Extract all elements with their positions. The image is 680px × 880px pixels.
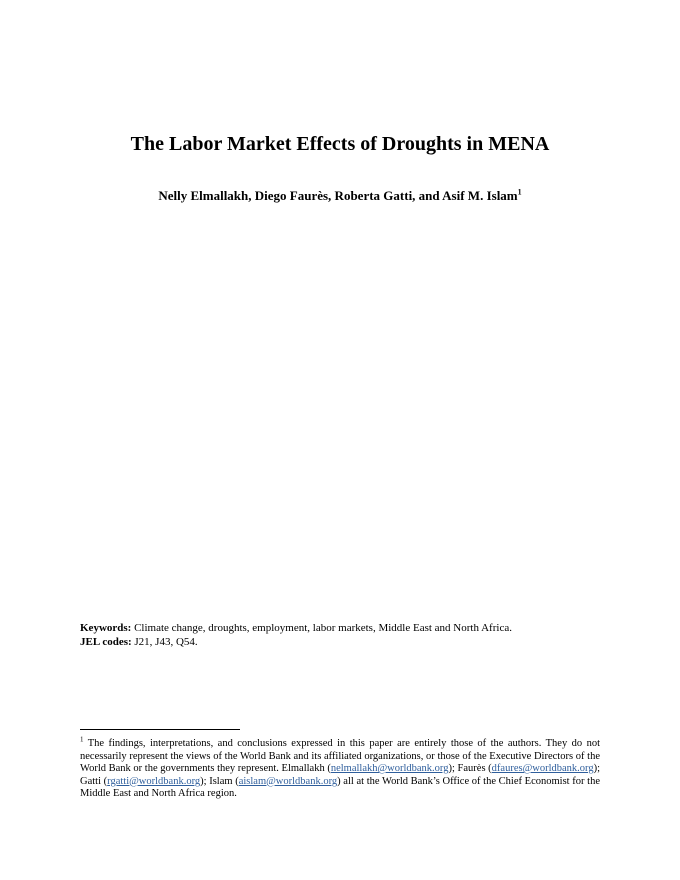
footnote-text-4: ); Islam (	[200, 775, 239, 787]
footnote-mark: 1	[80, 735, 84, 744]
jel-codes-line	[80, 635, 600, 649]
email-link-gatti[interactable]: rgatti@worldbank.org	[107, 775, 201, 787]
jel-codes-text: J21, J43, Q54.	[131, 636, 198, 648]
footnote-text-1: The findings, interpretations, and conclusions expressed in this paper are entirely those of the authors. They do not necessarily represent the views of the World Bank and its affiliated organizations, or those of the Executive Directors of the World Bank or the governments they represent. Elmallakh (	[80, 738, 600, 774]
keywords-line	[80, 621, 600, 635]
email-link-faures[interactable]: dfaures@worldbank.org	[491, 763, 594, 774]
email-link-islam[interactable]: aislam@worldbank.org	[238, 775, 338, 787]
keywords-label: Keywords:	[80, 622, 132, 634]
author-list	[0, 188, 680, 204]
email-link-elmallakh[interactable]: nelmallakh@worldbank.org	[330, 763, 449, 774]
keywords-block	[80, 621, 600, 649]
footnote	[80, 735, 601, 801]
footnote-text-3: ); Gatti (	[80, 763, 601, 787]
author-names: Nelly Elmallakh, Diego Faurès, Roberta Gatti, and Asif M. Islam	[158, 188, 518, 203]
paper-title: The Labor Market Effects of Droughts in MENA	[130, 133, 550, 155]
footnote-text-5: ) all at the World Bank’s Office of the Chief Economist for the Middle East and North Africa region.	[80, 775, 600, 799]
footnote-text-2: ); Faurès (	[448, 763, 492, 774]
author-footnote-mark: 1	[517, 187, 522, 197]
footnote-separator	[80, 729, 240, 730]
keywords-text: Climate change, droughts, employment, labor markets, Middle East and North Africa.	[131, 622, 512, 634]
jel-codes-label: JEL codes:	[80, 636, 132, 648]
